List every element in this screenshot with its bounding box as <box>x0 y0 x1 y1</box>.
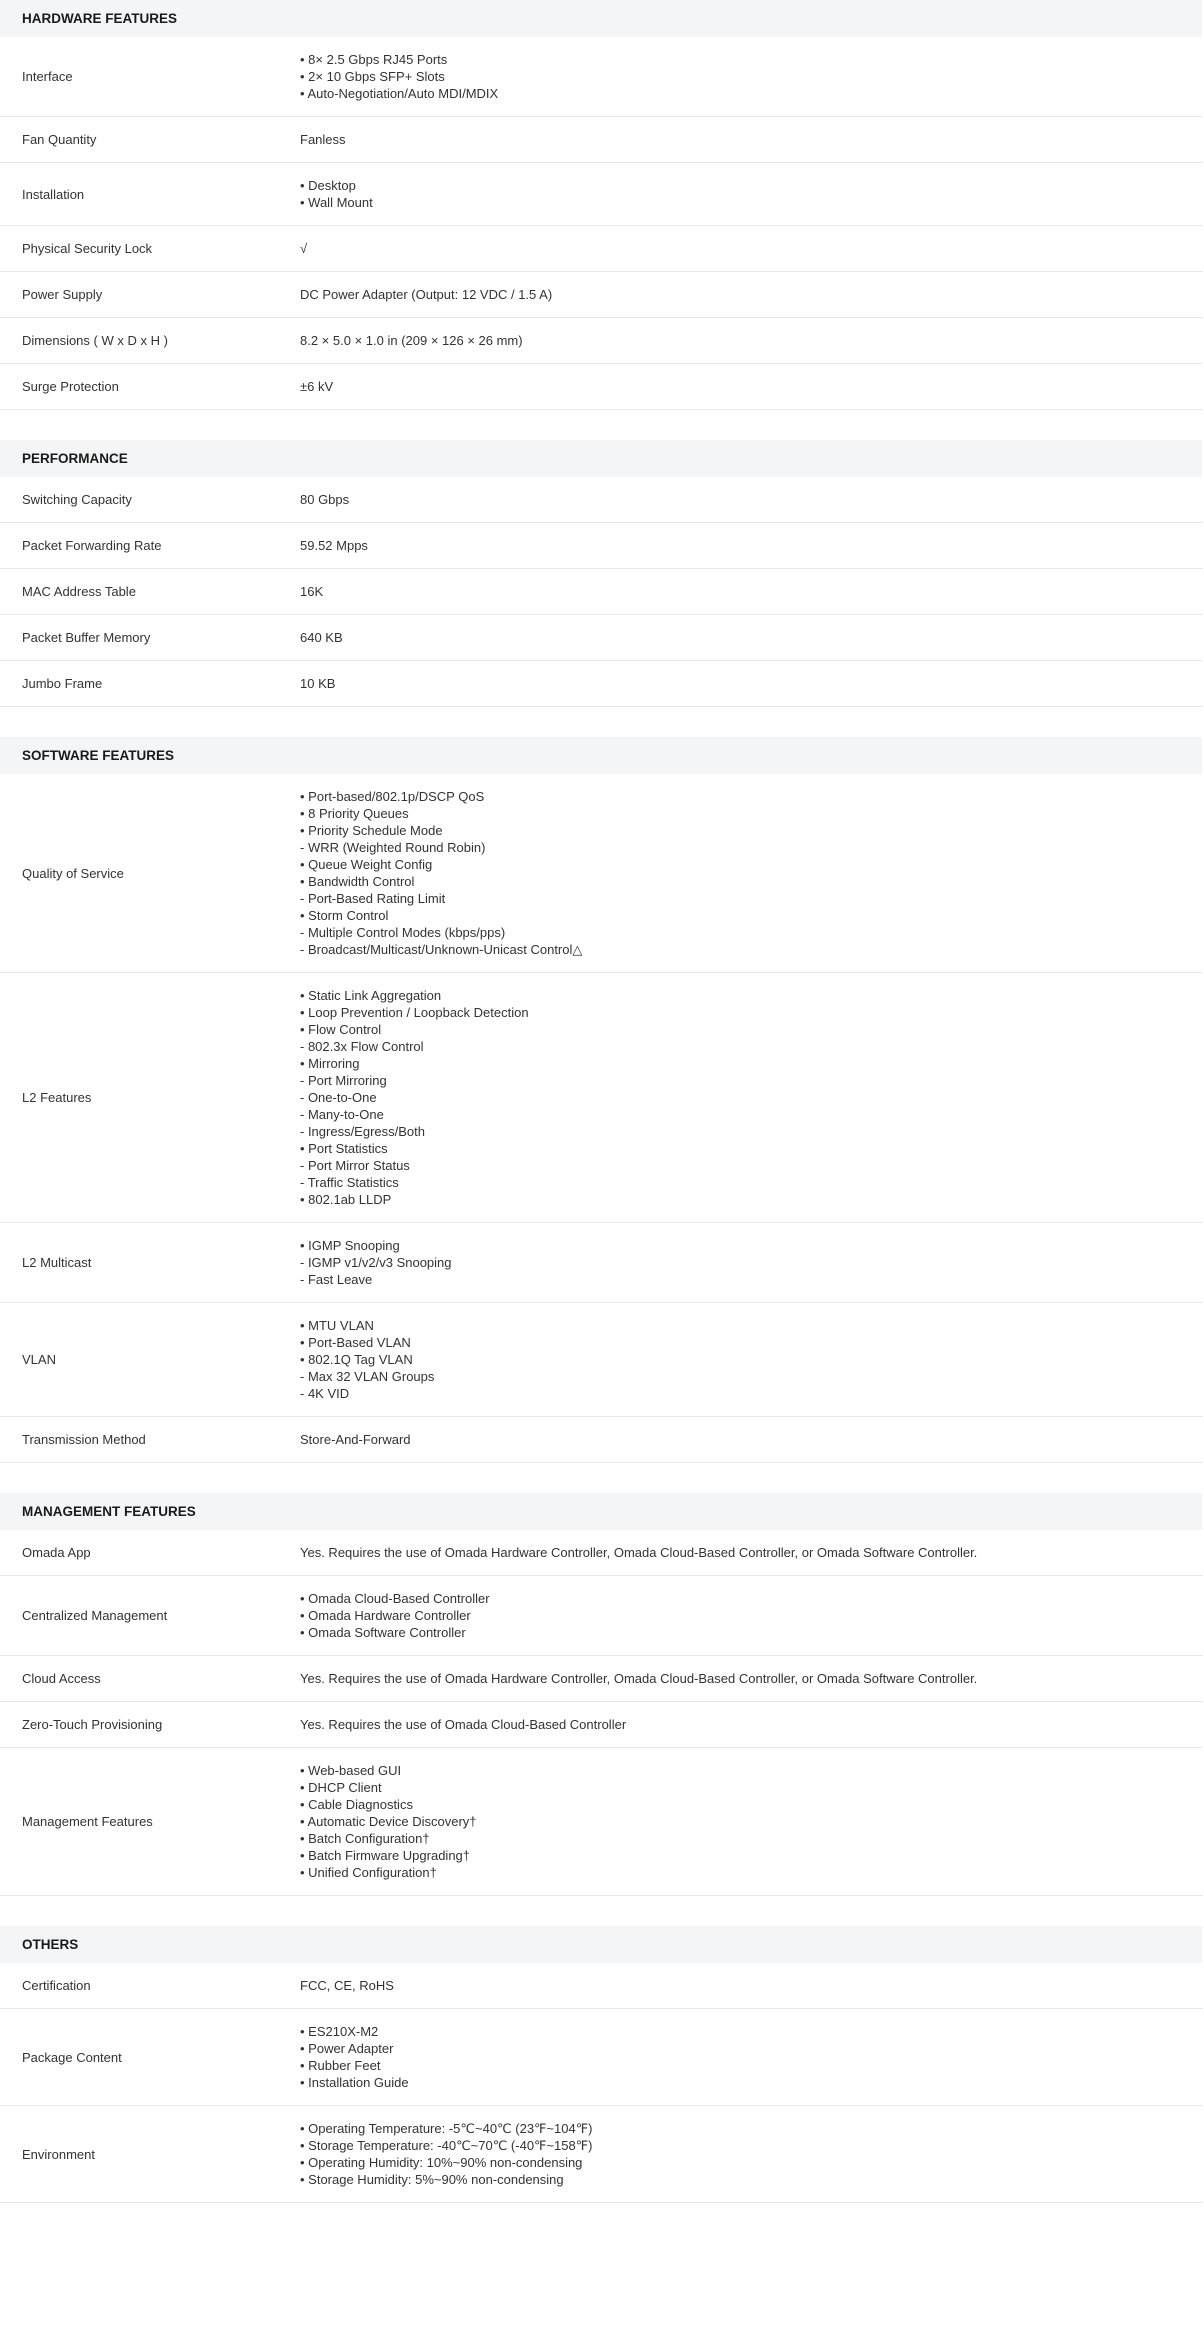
spec-label: Omada App <box>22 1545 91 1560</box>
spec-value-line: - One-to-One <box>300 1090 377 1105</box>
spec-value-line: • Storage Temperature: -40℃~70℃ (-40℉~158℉) <box>300 2138 593 2153</box>
spec-label: Packet Buffer Memory <box>22 630 151 645</box>
spec-label: Switching Capacity <box>22 492 132 507</box>
spec-value-line: • MTU VLAN <box>300 1318 374 1333</box>
spec-label: Jumbo Frame <box>22 676 103 691</box>
spec-value-line: 16K <box>300 584 324 599</box>
spec-value-line: • Desktop <box>300 178 356 193</box>
section-header: PERFORMANCE <box>0 440 1202 477</box>
spec-value-line: 80 Gbps <box>300 492 350 507</box>
spec-row <box>0 1748 1202 1896</box>
spec-value-line: • Loop Prevention / Loopback Detection <box>300 1005 529 1020</box>
spec-value-line: • Omada Hardware Controller <box>300 1608 471 1623</box>
spec-value-line: • Port-based/802.1p/DSCP QoS <box>300 789 485 804</box>
spec-value <box>300 1417 1202 1462</box>
spec-value-line: - Port Mirror Status <box>300 1158 410 1173</box>
spec-label: VLAN <box>22 1352 56 1367</box>
spec-value-line: • Storage Humidity: 5%~90% non-condensing <box>300 2172 564 2187</box>
spec-value <box>300 1702 1202 1747</box>
spec-value <box>300 163 1202 225</box>
spec-value <box>300 1748 1202 1895</box>
spec-label: Surge Protection <box>22 379 119 394</box>
spec-row <box>0 2009 1202 2106</box>
spec-value-line: • Web-based GUI <box>300 1763 402 1778</box>
spec-row <box>0 523 1202 569</box>
spec-label: Zero-Touch Provisioning <box>22 1717 163 1732</box>
spec-value-line: • Port-Based VLAN <box>300 1335 411 1350</box>
spec-value-line: • Batch Firmware Upgrading† <box>300 1848 471 1863</box>
spec-value <box>300 615 1202 660</box>
spec-row <box>0 1963 1202 2009</box>
spec-value-line: 8.2 × 5.0 × 1.0 in (209 × 126 × 26 mm) <box>300 333 523 348</box>
spec-label: L2 Features <box>22 1090 92 1105</box>
spec-value-line: • Operating Humidity: 10%~90% non-condensing <box>300 2155 583 2170</box>
spec-row <box>0 973 1202 1223</box>
spec-label: Certification <box>22 1978 91 1993</box>
spec-value-line: • Installation Guide <box>300 2075 409 2090</box>
spec-value-line: Yes. Requires the use of Omada Hardware Controller, Omada Cloud-Based Controller, or Omada Software Controller. <box>300 1671 978 1686</box>
spec-value-line: • 8 Priority Queues <box>300 806 409 821</box>
spec-value-line: - Broadcast/Multicast/Unknown-Unicast Control△ <box>300 942 583 957</box>
spec-value-line: Fanless <box>300 132 346 147</box>
spec-value-line: - WRR (Weighted Round Robin) <box>300 840 486 855</box>
spec-label: Packet Forwarding Rate <box>22 538 162 553</box>
spec-label: L2 Multicast <box>22 1255 92 1270</box>
spec-value <box>300 364 1202 409</box>
section-spacer <box>0 410 1204 440</box>
spec-value-line: • DHCP Client <box>300 1780 382 1795</box>
spec-value <box>300 318 1202 363</box>
spec-value-line: - 802.3x Flow Control <box>300 1039 424 1054</box>
spec-label: Quality of Service <box>22 865 124 881</box>
spec-value <box>300 272 1202 317</box>
spec-row <box>0 615 1202 661</box>
spec-label: Power Supply <box>22 287 103 302</box>
section-header: SOFTWARE FEATURES <box>0 737 1202 774</box>
spec-value-line: • Storm Control <box>300 908 389 923</box>
spec-value-line: • 2× 10 Gbps SFP+ Slots <box>300 69 445 84</box>
spec-row <box>0 272 1202 318</box>
spec-value-line: Yes. Requires the use of Omada Cloud-Based Controller <box>300 1717 627 1732</box>
spec-row <box>0 226 1202 272</box>
spec-value-line: 59.52 Mpps <box>300 538 368 553</box>
spec-label: Interface <box>22 69 73 84</box>
spec-value-line: • Unified Configuration† <box>300 1865 437 1880</box>
spec-label: MAC Address Table <box>22 584 136 599</box>
spec-row <box>0 117 1202 163</box>
spec-value <box>300 774 1202 972</box>
section-spacer <box>0 707 1204 737</box>
spec-value-line: 10 KB <box>300 676 336 691</box>
spec-value-line: - Traffic Statistics <box>300 1175 399 1190</box>
spec-value <box>300 1223 1202 1302</box>
spec-value-line: DC Power Adapter (Output: 12 VDC / 1.5 A) <box>300 287 553 302</box>
spec-value-line: - Multiple Control Modes (kbps/pps) <box>300 925 506 940</box>
spec-value <box>300 477 1202 522</box>
spec-value-line: • Bandwidth Control <box>300 874 415 889</box>
spec-value-line: • Queue Weight Config <box>300 857 433 872</box>
spec-value-line: • Wall Mount <box>300 195 373 210</box>
spec-row <box>0 1303 1202 1417</box>
spec-label: Management Features <box>22 1814 153 1829</box>
spec-row <box>0 1656 1202 1702</box>
spec-value-line: • Flow Control <box>300 1022 382 1037</box>
spec-value-line: - IGMP v1/v2/v3 Snooping <box>300 1255 452 1270</box>
spec-value <box>300 2009 1202 2105</box>
spec-row <box>0 1223 1202 1303</box>
spec-value-line: • Power Adapter <box>300 2041 394 2056</box>
spec-row <box>0 477 1202 523</box>
spec-value-line: - Port Mirroring <box>300 1073 387 1088</box>
spec-value-line: - Fast Leave <box>300 1272 373 1287</box>
spec-value-line: • Operating Temperature: -5℃~40℃ (23℉~104℉) <box>300 2121 593 2136</box>
spec-value-line: 640 KB <box>300 630 343 645</box>
spec-value <box>300 523 1202 568</box>
spec-value <box>300 1303 1202 1416</box>
spec-value <box>300 1530 1202 1575</box>
spec-row <box>0 774 1202 973</box>
spec-value-line: Yes. Requires the use of Omada Hardware Controller, Omada Cloud-Based Controller, or Omada Software Controller. <box>300 1545 978 1560</box>
spec-label: Installation <box>22 186 85 202</box>
spec-value <box>300 226 1202 271</box>
spec-value-line: • Automatic Device Discovery† <box>300 1814 477 1829</box>
spec-value-line: • Auto-Negotiation/Auto MDI/MDIX <box>300 86 499 101</box>
spec-label: Package Content <box>22 2049 122 2065</box>
spec-label: Cloud Access <box>22 1671 101 1686</box>
spec-value-line: FCC, CE, RoHS <box>300 1978 394 1993</box>
spec-value-line: • Omada Cloud-Based Controller <box>300 1591 490 1606</box>
spec-value <box>300 661 1202 706</box>
spec-value <box>300 569 1202 614</box>
spec-value-line: - Ingress/Egress/Both <box>300 1124 425 1139</box>
spec-value-line: • Cable Diagnostics <box>300 1797 413 1812</box>
spec-value-line: • 802.1ab LLDP <box>300 1192 392 1207</box>
spec-value-line: Store-And-Forward <box>300 1432 411 1447</box>
spec-value-line: ±6 kV <box>300 379 334 394</box>
spec-row <box>0 661 1202 707</box>
section-header: OTHERS <box>0 1926 1202 1963</box>
spec-row <box>0 1530 1202 1576</box>
spec-row <box>0 569 1202 615</box>
spec-value-line: • Mirroring <box>300 1056 360 1071</box>
spec-value-line: • Static Link Aggregation <box>300 988 442 1003</box>
spec-value-line: - Many-to-One <box>300 1107 384 1122</box>
spec-value-line: • Batch Configuration† <box>300 1831 430 1846</box>
spec-value-line: - Max 32 VLAN Groups <box>300 1369 435 1384</box>
spec-value-line: • Port Statistics <box>300 1141 388 1156</box>
spec-row <box>0 163 1202 226</box>
spec-value <box>300 37 1202 116</box>
spec-value-line: - 4K VID <box>300 1386 350 1401</box>
section-spacer <box>0 1896 1204 1926</box>
spec-value-line: • 802.1Q Tag VLAN <box>300 1352 413 1367</box>
spec-value-line: • Priority Schedule Mode <box>300 823 443 838</box>
spec-value-line: • ES210X-M2 <box>300 2024 379 2039</box>
spec-label: Centralized Management <box>22 1608 168 1623</box>
spec-value <box>300 117 1202 162</box>
spec-label: Fan Quantity <box>22 132 97 147</box>
spec-label: Transmission Method <box>22 1432 146 1447</box>
spec-value-line: • Omada Software Controller <box>300 1625 466 1640</box>
spec-value <box>300 973 1202 1222</box>
spec-row <box>0 1702 1202 1748</box>
spec-row <box>0 1417 1202 1463</box>
spec-label: Environment <box>22 2146 95 2162</box>
section-header: HARDWARE FEATURES <box>0 0 1202 37</box>
spec-value <box>300 1656 1202 1701</box>
spec-value <box>300 2106 1202 2202</box>
spec-value-line: - Port-Based Rating Limit <box>300 891 446 906</box>
spec-row <box>0 1576 1202 1656</box>
spec-label: Physical Security Lock <box>22 241 153 256</box>
spec-row <box>0 37 1202 117</box>
spec-value-line: • 8× 2.5 Gbps RJ45 Ports <box>300 52 448 67</box>
spec-value-line: • IGMP Snooping <box>300 1238 400 1253</box>
spec-row <box>0 2106 1202 2203</box>
spec-value <box>300 1576 1202 1655</box>
spec-label: Dimensions ( W x D x H ) <box>22 333 168 348</box>
spec-row <box>0 318 1202 364</box>
spec-row <box>0 364 1202 410</box>
spec-value-line: √ <box>300 241 308 256</box>
spec-value <box>300 1963 1202 2008</box>
spec-value-line: • Rubber Feet <box>300 2058 381 2073</box>
section-header: MANAGEMENT FEATURES <box>0 1493 1202 1530</box>
section-spacer <box>0 1463 1204 1493</box>
